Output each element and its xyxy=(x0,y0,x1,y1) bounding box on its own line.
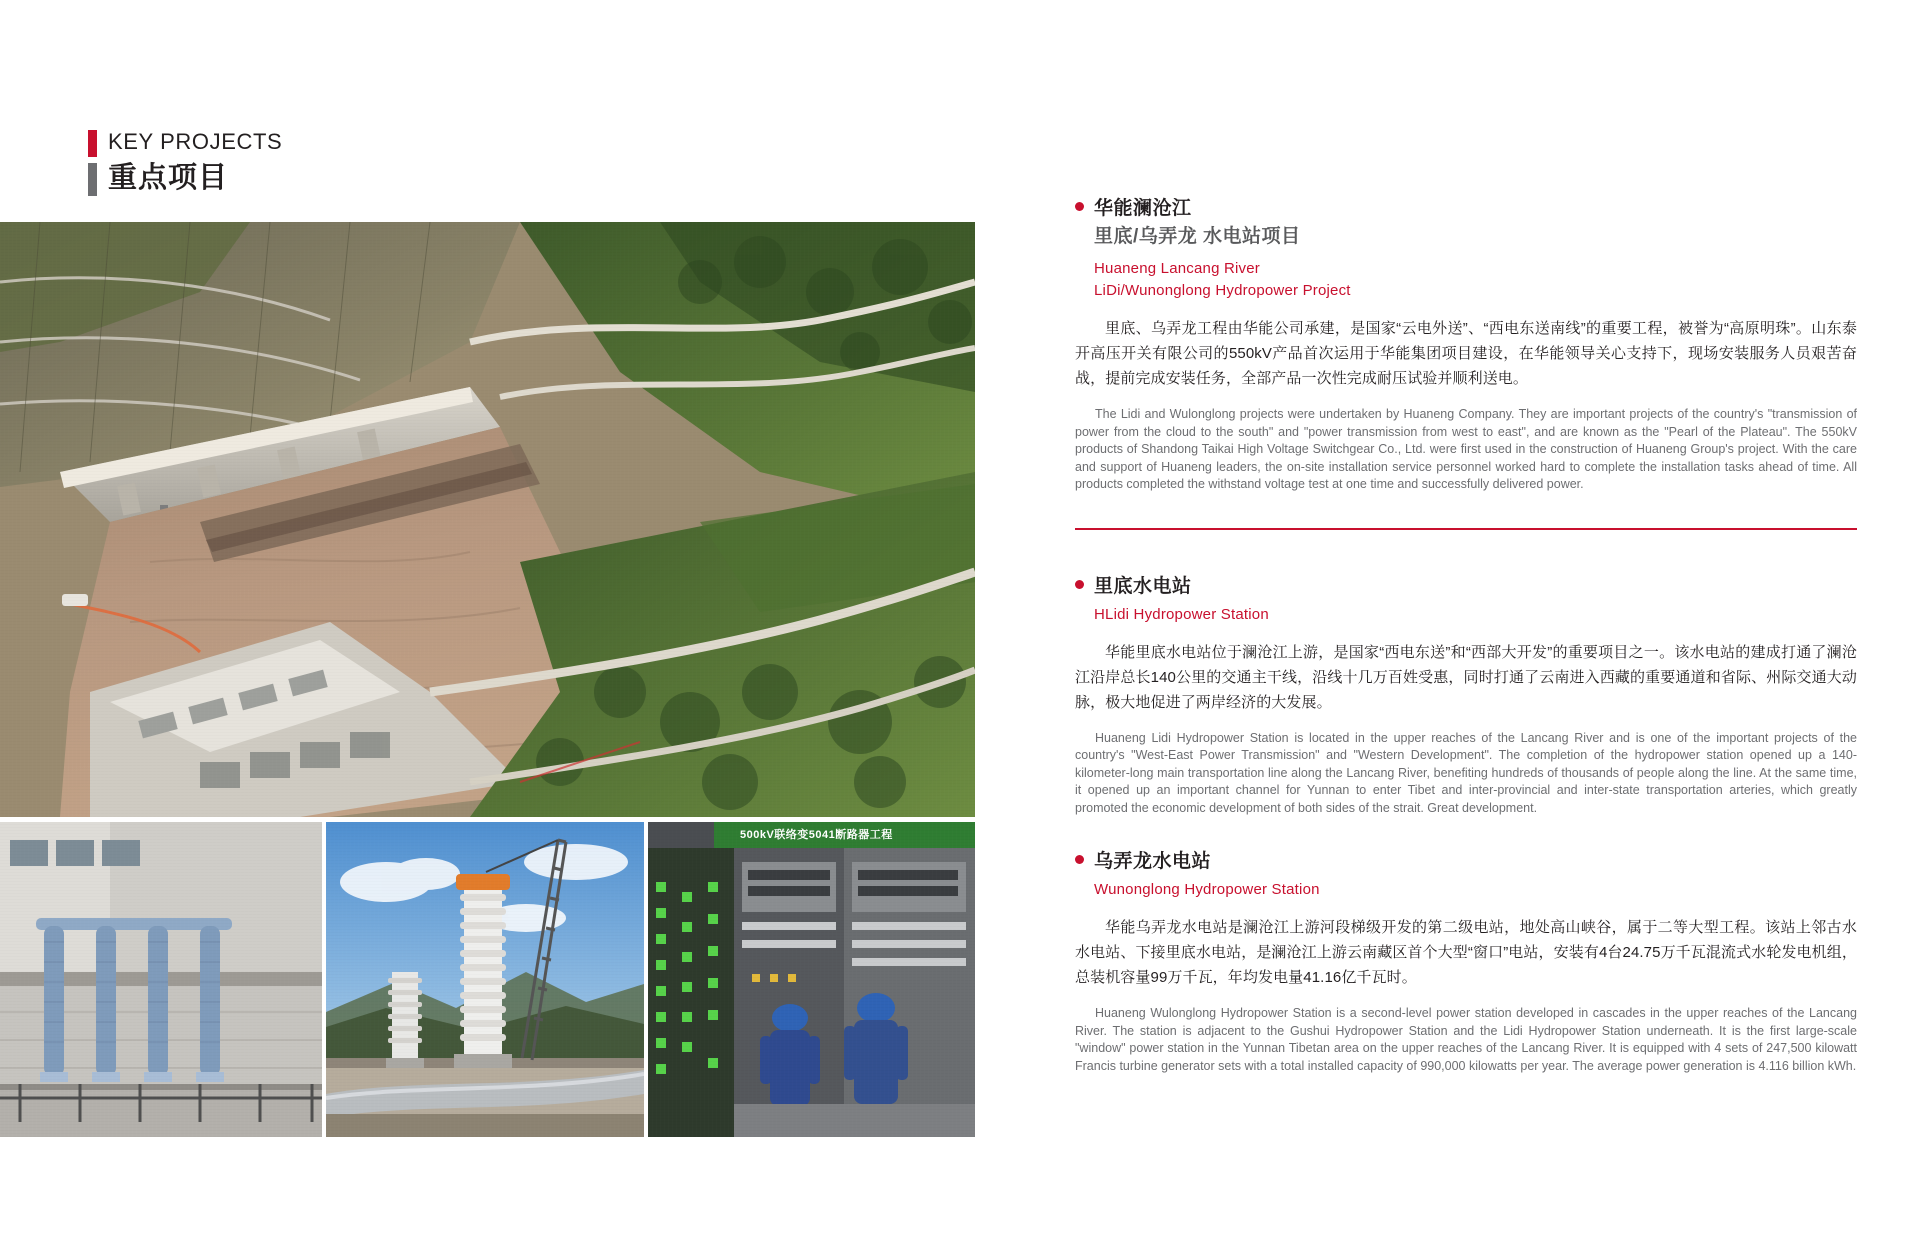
section-lidi-heading xyxy=(1075,574,1857,600)
header-english-row xyxy=(88,130,282,157)
section-lidi-title-cn: 里底水电站 xyxy=(1094,575,1192,597)
gray-accent-bar-icon xyxy=(88,163,97,196)
thumb-substation-hall xyxy=(0,822,322,1137)
section-wunonglong-body-en: Huaneng Wulonglong Hydropower Station is a second-level power station developed in cascades in the upper reaches of the Lancang River. The station is adjacent to the Gushui Hydropower Station and the Lidi Hydropower Station underneath. It is the first large-scale "window" power station in the Yunnan Tibetan area on the upper reaches of the Lancang River. It is equipped with 4 sets of 247,500 kilowatt Francis turbine generator sets with a total installed capacity of 990,000 kilowatts per year. The average power generation is 4.116 billion kWh. xyxy=(1075,1006,1857,1073)
section-lancang-body-en: The Lidi and Wulonglong projects were undertaken by Huaneng Company. They are important projects of the country's "transmission of power from the cloud to the south" and "power transmission from west to east", and are known as the "Pearl of the Plateau". The 550kV products of Shandong Taikai High Voltage Switchgear Co., Ltd. were first used in the construction of Huaneng Group's project. With the care and support of Huaneng leaders, the on-site installation service personnel worked hard to complete the installation tasks ahead of time. All products completed the withstand voltage test at one time and successfully delivered power. xyxy=(1075,407,1857,491)
page-header xyxy=(88,130,282,196)
content-column xyxy=(1075,196,1857,1088)
section-lidi-body-cn: 华能里底水电站位于澜沧江上游，是国家“西电东送”和“西部大开发”的重要项目之一。该水电站的建成打通了澜沧江沿岸总长140公里的交通主干线，沿线十几万百姓受惠，同时打通了云南进入西藏的重要通道和省际、州际交通大动脉，极大地促进了两岸经济的大发展。 xyxy=(1075,643,1857,711)
section-lidi-body-en: Huaneng Lidi Hydropower Station is located in the upper reaches of the Lancang River and is one of the important projects of the country's "West-East Power Transmission" and "Western Development". The completion of the hydropower station opened up a 140-kilometer-long main transportation line along the Lancang River, benefiting hundreds of thousands of people along the line. At the same time, it opened up an important channel for Yunnan to enter Tibet and inter-provincial and inter-state transportation arteries, which greatly promoted the economic development of both sides of the strait. Great development. xyxy=(1075,730,1857,815)
section-wunonglong xyxy=(1075,849,1857,1075)
thumbnail-row xyxy=(0,822,975,1137)
section-lidi xyxy=(1075,574,1857,818)
bullet-dot-icon xyxy=(1075,202,1084,211)
section-lancang-subtitle-cn: 里底/乌弄龙 水电站项目 xyxy=(1094,226,1301,247)
page-title-en: KEY PROJECTS xyxy=(108,129,283,154)
banner-caption-text: 500kV联络变5041断路器工程 xyxy=(740,829,893,841)
section-lancang-title-en-2: LiDi/Wunonglong Hydropower Project xyxy=(1094,282,1351,299)
header-chinese-row xyxy=(88,163,282,196)
red-accent-bar-icon xyxy=(88,130,97,157)
bullet-dot-icon xyxy=(1075,855,1084,864)
section-lancang-title-en-1: Huaneng Lancang River xyxy=(1094,260,1260,277)
section-lancang xyxy=(1075,196,1857,530)
section-lancang-body-cn: 里底、乌弄龙工程由华能公司承建，是国家“云电外送”、“西电东送南线”的重要工程，被誉为“高原明珠”。山东泰开高压开关有限公司的550kV产品首次运用于华能集团项目建设，在华能领导关心支持下，现场安装服务人员艰苦奋战，提前完成安装任务，全部产品一次性完成耐压试验并顺利送电。 xyxy=(1075,320,1857,387)
bullet-dot-icon xyxy=(1075,580,1084,589)
section-lancang-heading xyxy=(1075,196,1857,222)
page-title-cn: 重点项目 xyxy=(108,162,229,194)
thumb-control-room-engineers xyxy=(648,822,975,1137)
section-wunonglong-heading xyxy=(1075,849,1857,875)
section-wunonglong-body-cn: 华能乌弄龙水电站是澜沧江上游河段梯级开发的第二级电站，地处高山峡谷，属于二等大型工程。该站上邻古水水电站、下接里底水电站，是澜沧江上游云南藏区首个大型“窗口”电站，安装有4台24.75万千瓦混流式水轮发电机组，总装机容量99万千瓦，年均发电量41.16亿千瓦时。 xyxy=(1075,919,1857,986)
thumb-bushing-construction xyxy=(326,822,644,1137)
section-wunonglong-title-cn: 乌弄龙水电站 xyxy=(1094,851,1212,872)
section-divider xyxy=(1075,528,1857,530)
section-lidi-title-en: HLidi Hydropower Station xyxy=(1094,605,1269,623)
section-wunonglong-title-en: Wunonglong Hydropower Station xyxy=(1094,881,1320,898)
section-lancang-title-cn: 华能澜沧江 xyxy=(1094,198,1192,219)
hero-photo-aerial-dam xyxy=(0,222,975,817)
